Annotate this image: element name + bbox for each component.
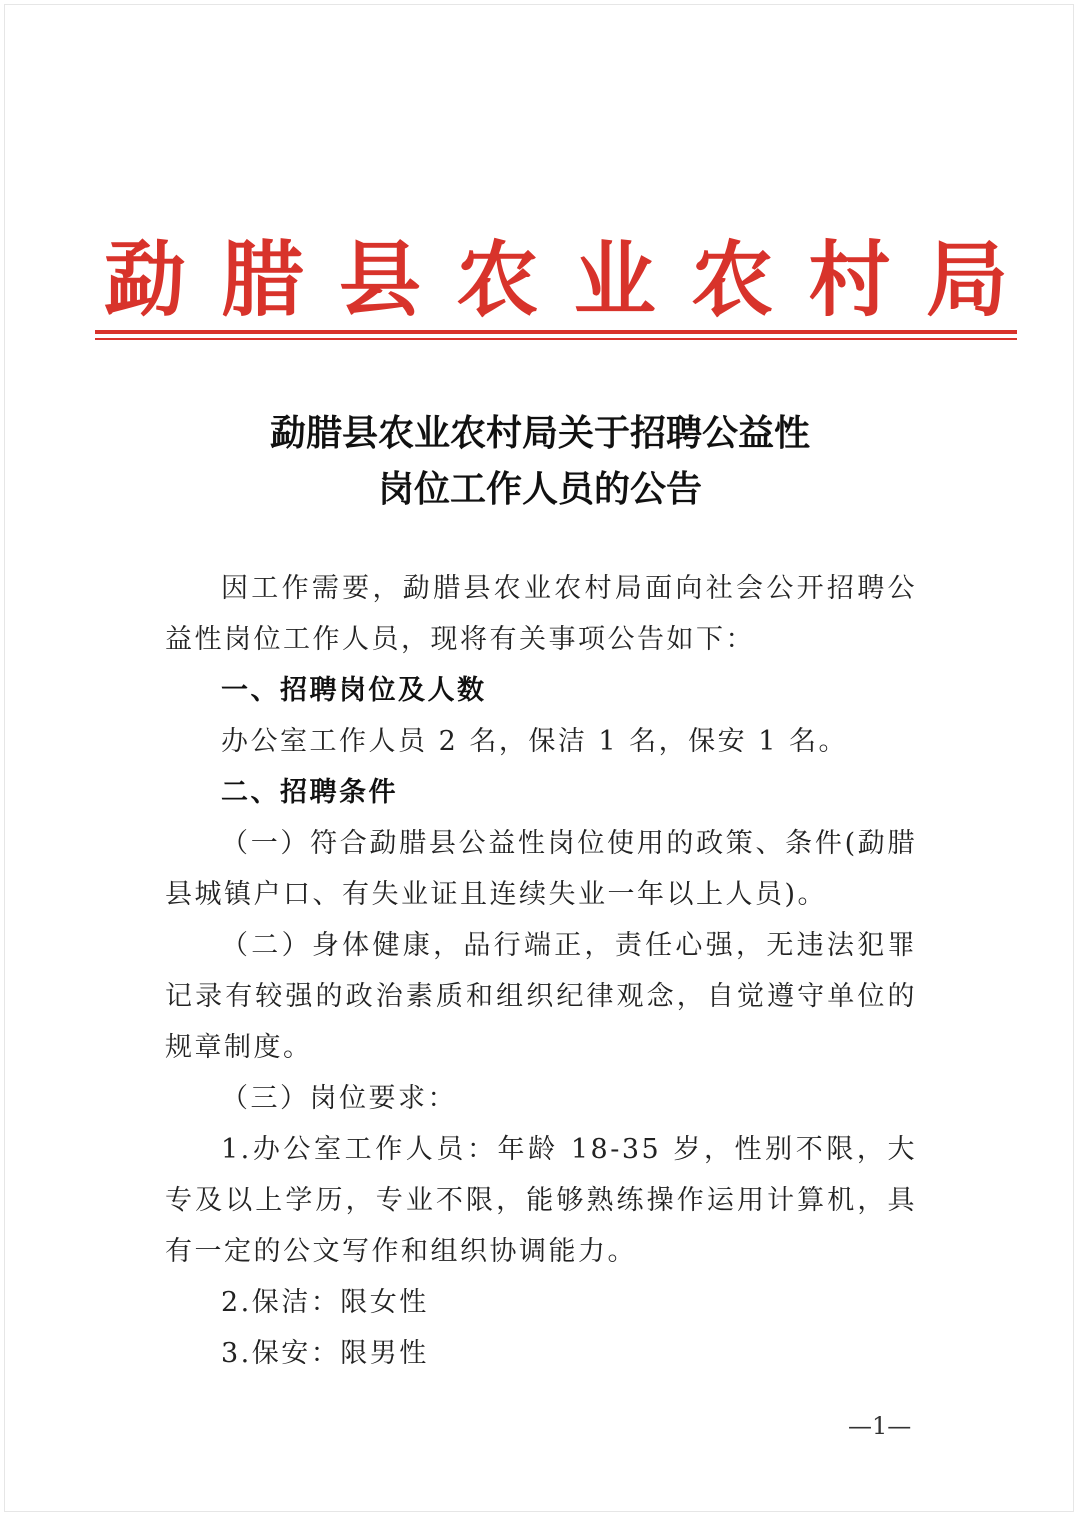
letterhead-char: 村 bbox=[808, 232, 891, 328]
letterhead-char: 业 bbox=[573, 232, 656, 328]
section-heading-conditions: 二、招聘条件 bbox=[221, 777, 398, 808]
letterhead-char: 勐 bbox=[103, 232, 186, 328]
title-line-2: 岗位工作人员的公告 bbox=[377, 468, 702, 510]
letterhead-char: 县 bbox=[338, 232, 421, 328]
letterhead-char: 农 bbox=[456, 232, 539, 328]
letterhead-char: 腊 bbox=[221, 232, 304, 328]
letterhead-red-rule-thin bbox=[95, 338, 1017, 340]
condition-2: （二）身体健康，品行端正，责任心强，无违法犯罪记录有较强的政治素质和组织纪律观念，自觉遵守单位的规章制度。 bbox=[165, 930, 917, 1063]
requirement-office: 1.办公室工作人员：年龄 18-35 岁，性别不限，大专及以上学历，专业不限，能够熟练操作运用计算机，具有一定的公文写作和组织协调能力。 bbox=[165, 1134, 917, 1267]
letterhead bbox=[95, 218, 1017, 328]
requirement-cleaner: 2.保洁：限女性 bbox=[221, 1287, 429, 1318]
page-number: —1— bbox=[848, 1412, 912, 1440]
condition-3: （三）岗位要求： bbox=[221, 1083, 457, 1114]
document-body bbox=[165, 563, 917, 1379]
letterhead-char: 农 bbox=[691, 232, 774, 328]
document-title bbox=[0, 405, 1080, 517]
positions-paragraph: 办公室工作人员 2 名，保洁 1 名，保安 1 名。 bbox=[221, 726, 849, 757]
letterhead-char: 局 bbox=[925, 232, 1008, 328]
condition-1: （一）符合勐腊县公益性岗位使用的政策、条件(勐腊县城镇户口、有失业证且连续失业一年以上人员)。 bbox=[165, 828, 917, 910]
title-line-1: 勐腊县农业农村局关于招聘公益性 bbox=[269, 412, 810, 454]
intro-paragraph: 因工作需要，勐腊县农业农村局面向社会公开招聘公益性岗位工作人员，现将有关事项公告如下： bbox=[165, 573, 917, 655]
section-heading-positions: 一、招聘岗位及人数 bbox=[221, 675, 487, 706]
requirement-security: 3.保安：限男性 bbox=[221, 1338, 429, 1369]
letterhead-red-rule bbox=[95, 330, 1017, 334]
